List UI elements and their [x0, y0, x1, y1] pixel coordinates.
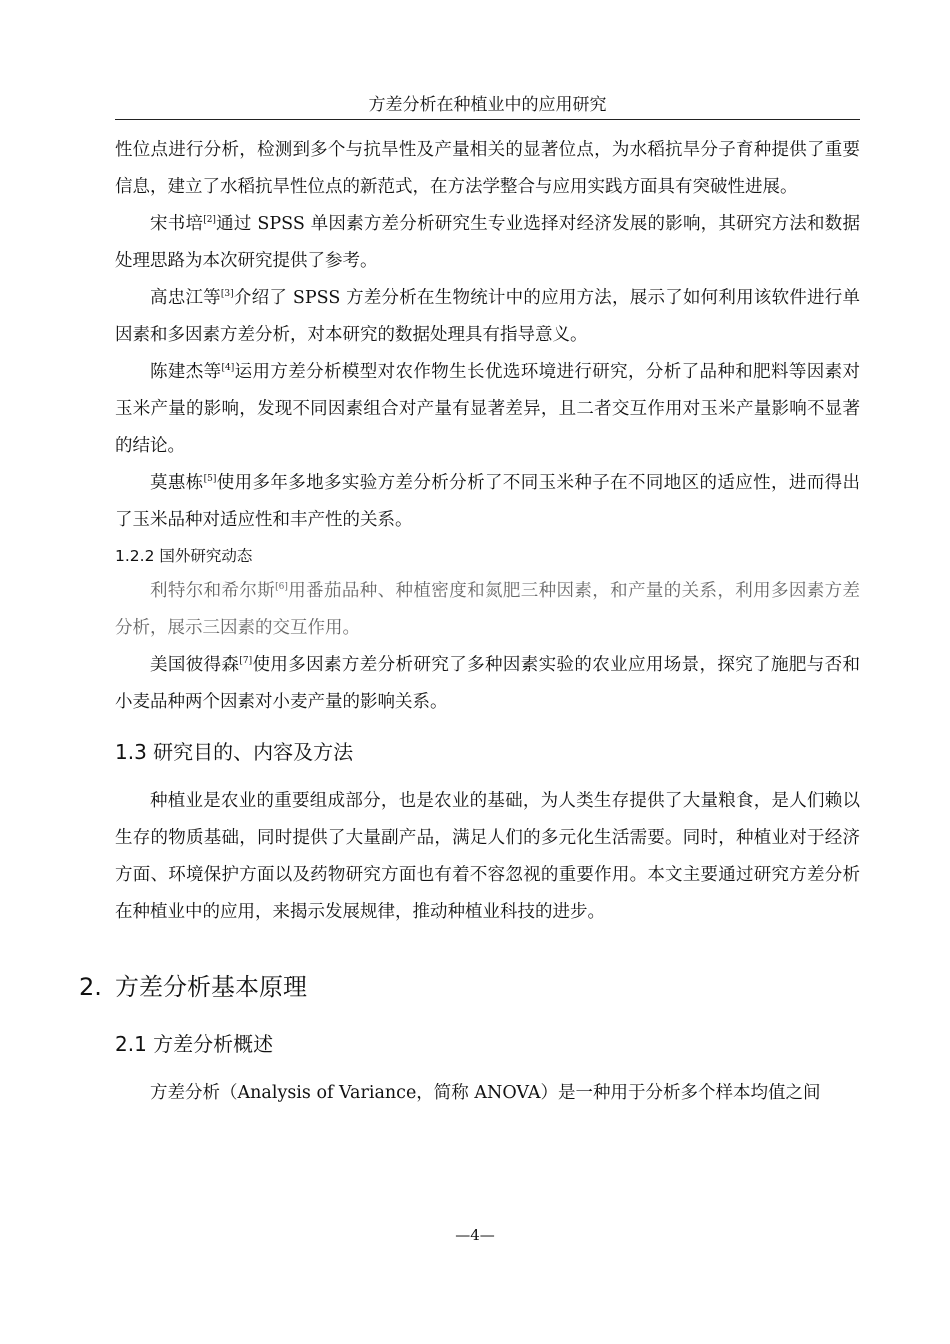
paragraph-text: 用番茄品种、种植密度和氮肥三种因素，和产量的关系，利用多因素方差分析，展示三因素的交互作用。 [115, 581, 861, 638]
paragraph-1: 性位点进行分析，检测到多个与抗旱性及产量相关的显著位点，为水稻抗旱分子育种提供了重要信息，建立了水稻抗旱性位点的新范式，在方法学整合与应用实践方面具有突破性进展。 [115, 140, 860, 197]
citation-ref[interactable]: [2] [203, 215, 216, 225]
citation-author: 莫惠栋 [150, 473, 204, 493]
citation-ref[interactable]: [7] [239, 656, 253, 666]
citation-ref[interactable]: [4] [221, 363, 235, 373]
citation-author: 美国彼得森 [150, 655, 240, 675]
citation-author: 陈建杰等 [150, 362, 222, 382]
heading-2-1: 2.1 方差分析概述 [115, 1032, 274, 1056]
citation-ref[interactable]: [5] [203, 474, 217, 484]
paragraph-7 [115, 647, 860, 721]
paragraph-6 [115, 573, 860, 647]
paragraph-8: 种植业是农业的重要组成部分，也是农业的基础，为人类生存提供了大量粮食，是人们赖以生存的物质基础，同时提供了大量副产品，满足人们的多元化生活需要。同时，种植业对于经济方面、环境保护方面以及药物研究方面也有着不容忽视的重要作用。本文主要通过研究方差分析在种植业中的应用，来揭示发展规律，推动种植业科技的进步。 [115, 791, 860, 922]
paragraph-text: 使用多年多地多实验方差分析分析了不同玉米种子在不同地区的适应性，进而得出了玉米品种对适应性和丰产性的关系。 [115, 473, 861, 530]
citation-ref[interactable]: [3] [220, 289, 234, 299]
heading-1-3: 1.3 研究目的、内容及方法 [115, 740, 354, 764]
citation-author: 宋书培 [150, 214, 204, 234]
heading-text: 方差分析基本原理 [115, 973, 307, 1001]
running-header: 方差分析在种植业中的应用研究 [115, 90, 860, 120]
paragraph-3 [115, 280, 860, 354]
page-number: —4— [455, 1226, 495, 1244]
citation-author: 利特尔和希尔斯 [150, 581, 276, 601]
paragraph-2 [115, 206, 860, 280]
heading-2 [79, 967, 860, 1007]
paragraph-4 [115, 354, 860, 465]
heading-1-2-2: 1.2.2 国外研究动态 [115, 547, 253, 565]
paragraph-text: 运用方差分析模型对农作物生长优选环境进行研究，分析了品种和肥料等因素对玉米产量的影响，发现不同因素组合对产量有显著差异，且二者交互作用对玉米产量影响不显著的结论。 [115, 362, 861, 456]
paragraph-text: 介绍了 SPSS 方差分析在生物统计中的应用方法，展示了如何利用该软件进行单因素和多因素方差分析，对本研究的数据处理具有指导意义。 [115, 288, 861, 345]
heading-number: 2. [79, 973, 102, 1001]
paragraph-9: 方差分析（Analysis of Variance，简称 ANOVA）是一种用于分析多个样本均值之间 [150, 1083, 821, 1103]
paragraph-5 [115, 465, 860, 539]
paragraph-text: 使用多因素方差分析研究了多种因素实验的农业应用场景，探究了施肥与否和小麦品种两个因素对小麦产量的影响关系。 [115, 655, 861, 712]
citation-author: 高忠江等 [150, 288, 221, 308]
paragraph-text: 通过 SPSS 单因素方差分析研究生专业选择对经济发展的影响，其研究方法和数据处理思路为本次研究提供了参考。 [115, 214, 860, 271]
citation-ref[interactable]: [6] [275, 582, 288, 592]
page-content [79, 132, 861, 1112]
